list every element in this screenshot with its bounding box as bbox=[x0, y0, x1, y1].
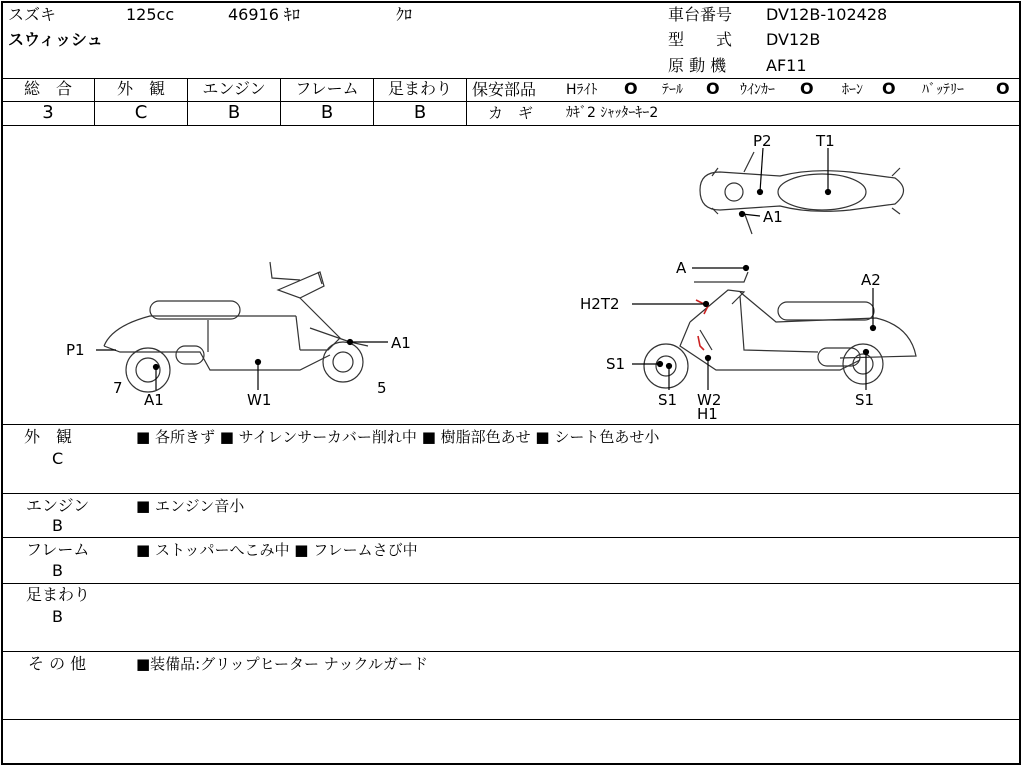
grade-label-engine: エンジン bbox=[202, 79, 266, 98]
note-category-exterior: 外 観 bbox=[24, 427, 73, 446]
safety-horn-label: ﾎｰﾝ bbox=[842, 82, 863, 98]
label-5: 5 bbox=[377, 379, 387, 397]
note-grade-frame: B bbox=[52, 561, 63, 580]
frame-no-label: 車台番号 bbox=[668, 5, 733, 24]
displacement: 125cc bbox=[126, 5, 175, 24]
maker: スズキ bbox=[8, 5, 57, 24]
safety-winker-label: ｳｲﾝｶｰ bbox=[740, 82, 775, 98]
divider bbox=[2, 583, 1020, 584]
grade-value-overall: 3 bbox=[42, 102, 54, 123]
safety-battery-label: ﾊﾞｯﾃﾘｰ bbox=[922, 82, 964, 98]
note-category-other: そ の 他 bbox=[28, 654, 87, 673]
note-text-other: ■装備品:グリップヒーター ナックルガード bbox=[136, 655, 429, 673]
divider bbox=[2, 719, 1020, 720]
color: ｸﾛ bbox=[396, 5, 413, 24]
note-text-exterior: ■ 各所きず ■ サイレンサーカバー削れ中 ■ 樹脂部色あせ ■ シート色あせ小 bbox=[136, 428, 660, 446]
label-s1: S1 bbox=[855, 391, 875, 409]
label-7: 7 bbox=[113, 379, 123, 397]
label-t1: T1 bbox=[816, 132, 835, 150]
safety-horn-mark: O bbox=[882, 79, 896, 98]
label-a: A bbox=[676, 259, 687, 277]
grade-label-frame: フレーム bbox=[295, 79, 359, 98]
label-p2: P2 bbox=[753, 132, 772, 150]
note-text-frame: ■ ストッパーへこみ中 ■ フレームさび中 bbox=[136, 541, 418, 559]
safety-headlight-mark: O bbox=[624, 79, 638, 98]
label-w1: W1 bbox=[247, 391, 272, 409]
grade-label-exterior: 外 観 bbox=[116, 79, 165, 98]
note-grade-exterior: C bbox=[52, 449, 64, 468]
grade-value-exterior: C bbox=[134, 102, 148, 123]
divider bbox=[2, 651, 1020, 652]
key-text: ｶｷﾞ2 ｼｬｯﾀｰｷｰ2 bbox=[566, 105, 659, 121]
divider bbox=[2, 493, 1020, 494]
grade-value-frame: B bbox=[320, 102, 334, 123]
scooter-left-view bbox=[104, 262, 368, 392]
safety-label: 保安部品 bbox=[472, 80, 537, 99]
label-s1: S1 bbox=[658, 391, 678, 409]
label-a1: A1 bbox=[144, 391, 164, 409]
type-label: 型 式 bbox=[668, 30, 733, 49]
grade-label-overall: 総 合 bbox=[23, 79, 72, 98]
safety-tail-mark: O bbox=[706, 79, 720, 98]
label-a1: A1 bbox=[391, 334, 411, 352]
label-s1: S1 bbox=[606, 355, 626, 373]
safety-tail-label: ﾃｰﾙ bbox=[662, 82, 683, 98]
divider bbox=[2, 537, 1020, 538]
note-grade-engine: B bbox=[52, 516, 63, 535]
safety-battery-mark: O bbox=[996, 79, 1010, 98]
key-label: カ ギ bbox=[488, 104, 534, 122]
note-grade-suspension: B bbox=[52, 607, 63, 626]
grade-value-engine: B bbox=[227, 102, 241, 123]
label-h1: H1 bbox=[697, 405, 718, 423]
model-name: スウィッシュ bbox=[8, 30, 103, 49]
grade-value-suspension: B bbox=[413, 102, 427, 123]
scooter-top-view bbox=[700, 152, 904, 234]
divider bbox=[2, 424, 1020, 425]
label-a1: A1 bbox=[763, 208, 783, 226]
damage-mark bbox=[698, 336, 704, 350]
label-a2: A2 bbox=[861, 271, 881, 289]
label-p1: P1 bbox=[66, 341, 85, 359]
mileage: 46916 ｷﾛ bbox=[228, 5, 300, 24]
engine-label: 原 動 機 bbox=[668, 56, 727, 75]
note-category-suspension: 足まわり bbox=[26, 585, 91, 604]
label-h2t2: H2T2 bbox=[580, 295, 620, 313]
type-value: DV12B bbox=[766, 30, 821, 49]
frame-no: DV12B-102428 bbox=[766, 5, 888, 24]
safety-winker-mark: O bbox=[800, 79, 814, 98]
note-text-engine: ■ エンジン音小 bbox=[136, 497, 245, 515]
note-category-frame: フレーム bbox=[26, 540, 90, 559]
label-w2: W2 bbox=[697, 391, 722, 409]
grade-label-suspension: 足まわり bbox=[387, 79, 452, 98]
engine-value: AF11 bbox=[766, 56, 807, 75]
note-category-engine: エンジン bbox=[26, 496, 90, 515]
safety-headlight-label: Hﾗｲﾄ bbox=[566, 82, 598, 98]
